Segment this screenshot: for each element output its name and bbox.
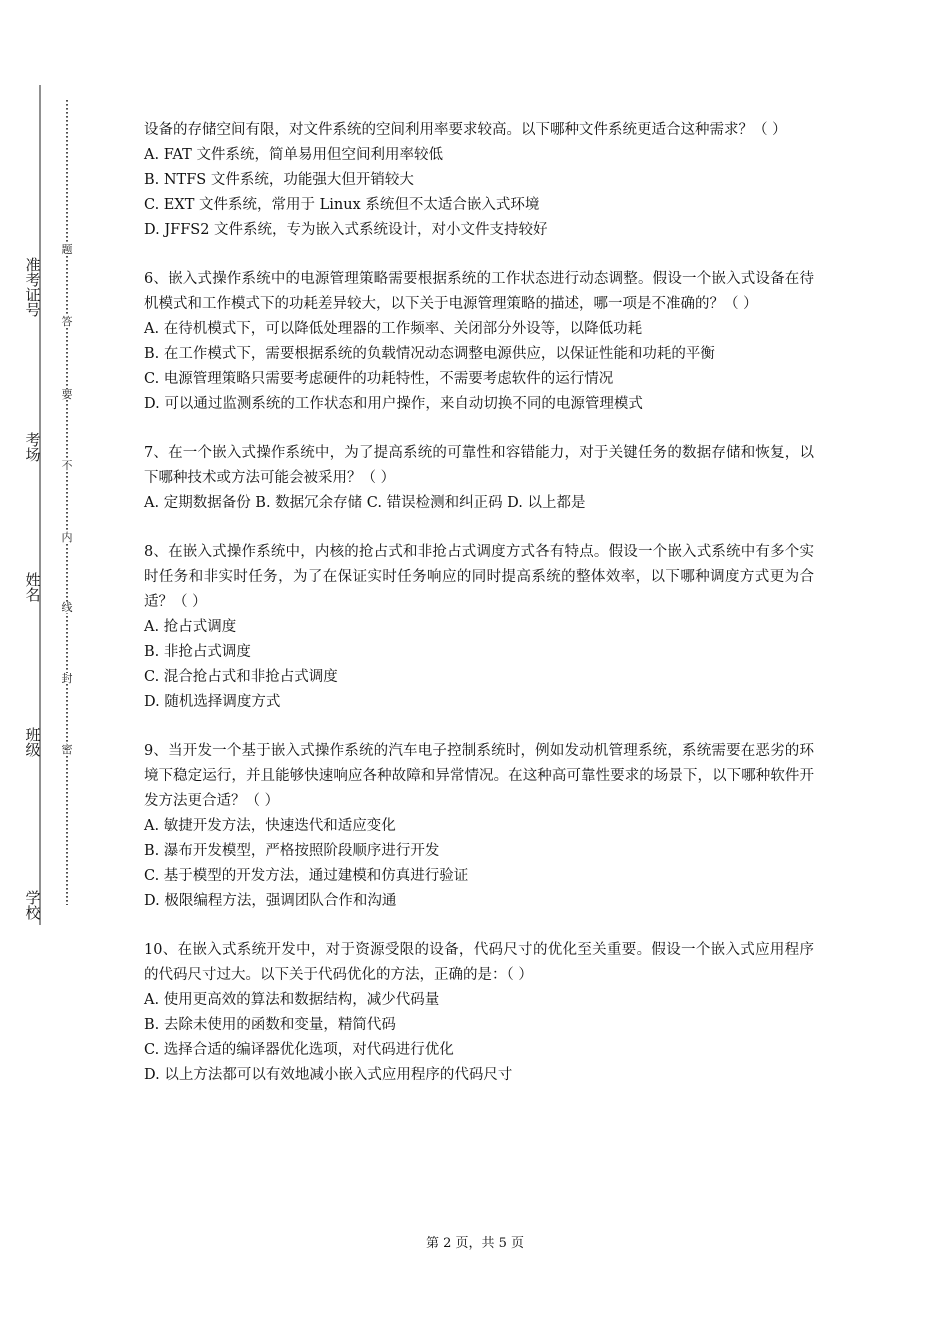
seal-char: 题 xyxy=(61,243,73,256)
seal-char: 答 xyxy=(61,315,73,328)
page-number: 第 2 页，共 5 页 xyxy=(425,1236,525,1251)
option-a: A. 敏捷开发方法，快速迭代和适应变化 xyxy=(144,818,396,834)
seal-char: 内 xyxy=(61,531,73,544)
question-list xyxy=(144,118,814,1112)
option-b: B. 在工作模式下，需要根据系统的负载情况动态调整电源供应，以保证性能和功耗的平衡 xyxy=(144,346,715,362)
seal-char: 密 xyxy=(61,743,73,756)
option-b: B. NTFS 文件系统，功能强大但开销较大 xyxy=(144,172,414,188)
question-5-continued xyxy=(144,118,814,243)
field-label-school: 学校 xyxy=(25,889,41,922)
question-7 xyxy=(144,441,814,516)
option-c: C. 基于模型的开发方法，通过建模和仿真进行验证 xyxy=(144,868,469,884)
options-inline: A. 定期数据备份 B. 数据冗余存储 C. 错误检测和纠正码 D. 以上都是 xyxy=(144,495,586,511)
question-stem: 设备的存储空间有限，对文件系统的空间利用率要求较高。以下哪种文件系统更适合这种需求？（ ） xyxy=(144,122,787,138)
option-b: B. 去除未使用的函数和变量，精简代码 xyxy=(144,1017,396,1033)
field-label-exam-room: 考场 xyxy=(25,431,41,464)
option-c: C. 电源管理策略只需要考虑硬件的功耗特性，不需要考虑软件的运行情况 xyxy=(144,371,614,387)
question-stem: 9、当开发一个基于嵌入式操作系统的汽车电子控制系统时，例如发动机管理系统，系统需要在恶劣的环境下稳定运行，并且能够快速响应各种故障和异常情况。在这种高可靠性要求的场景下，以下哪种软件开发方法更合适？（ ） xyxy=(144,743,814,809)
option-c: C. EXT 文件系统，常用于 Linux 系统但不太适合嵌入式环境 xyxy=(144,197,540,213)
seal-char: 封 xyxy=(61,672,73,685)
option-d: D. 可以通过监测系统的工作状态和用户操作，来自动切换不同的电源管理模式 xyxy=(144,396,643,412)
question-10 xyxy=(144,938,814,1088)
question-stem: 10、在嵌入式系统开发中，对于资源受限的设备，代码尺寸的优化至关重要。假设一个嵌入式应用程序的代码尺寸过大。以下关于代码优化的方法，正确的是：（ ） xyxy=(144,942,814,983)
option-b: B. 非抢占式调度 xyxy=(144,644,251,660)
option-c: C. 混合抢占式和非抢占式调度 xyxy=(144,669,338,685)
seal-char: 要 xyxy=(61,388,73,401)
option-d: D. 以上方法都可以有效地减小嵌入式应用程序的代码尺寸 xyxy=(144,1067,513,1083)
question-8 xyxy=(144,540,814,715)
field-label-exam-number: 准考证号 xyxy=(25,256,41,319)
question-stem: 8、在嵌入式操作系统中，内核的抢占式和非抢占式调度方式各有特点。假设一个嵌入式系统中有多个实时任务和非实时任务，为了在保证实时任务响应的同时提高系统的整体效率，以下哪种调度方式更为合适？（ ） xyxy=(144,544,814,610)
option-d: D. 极限编程方法，强调团队合作和沟通 xyxy=(144,893,397,909)
option-a: A. FAT 文件系统，简单易用但空间利用率较低 xyxy=(144,147,443,163)
option-a: A. 抢占式调度 xyxy=(144,619,237,635)
option-d: D. 随机选择调度方式 xyxy=(144,694,281,710)
field-label-name: 姓名 xyxy=(25,571,41,604)
seal-char: 线 xyxy=(61,601,73,614)
question-9 xyxy=(144,739,814,914)
question-stem: 7、在一个嵌入式操作系统中，为了提高系统的可靠性和容错能力，对于关键任务的数据存储和恢复，以下哪种技术或方法可能会被采用？（ ） xyxy=(144,445,814,486)
option-d: D. JFFS2 文件系统，专为嵌入式系统设计，对小文件支持较好 xyxy=(144,222,548,238)
binding-margin xyxy=(0,0,100,1344)
option-a: A. 在待机模式下，可以降低处理器的工作频率、关闭部分外设等，以降低功耗 xyxy=(144,321,643,337)
field-label-class: 班级 xyxy=(25,726,41,759)
option-c: C. 选择合适的编译器优化选项，对代码进行优化 xyxy=(144,1042,454,1058)
seal-char: 不 xyxy=(61,459,73,472)
option-b: B. 瀑布开发模型，严格按照阶段顺序进行开发 xyxy=(144,843,440,859)
question-stem: 6、嵌入式操作系统中的电源管理策略需要根据系统的工作状态进行动态调整。假设一个嵌入式设备在待机模式和工作模式下的功耗差异较大，以下关于电源管理策略的描述，哪一项是不准确的？（ ） xyxy=(144,271,814,312)
question-6 xyxy=(144,267,814,417)
option-a: A. 使用更高效的算法和数据结构，减少代码量 xyxy=(144,992,440,1008)
